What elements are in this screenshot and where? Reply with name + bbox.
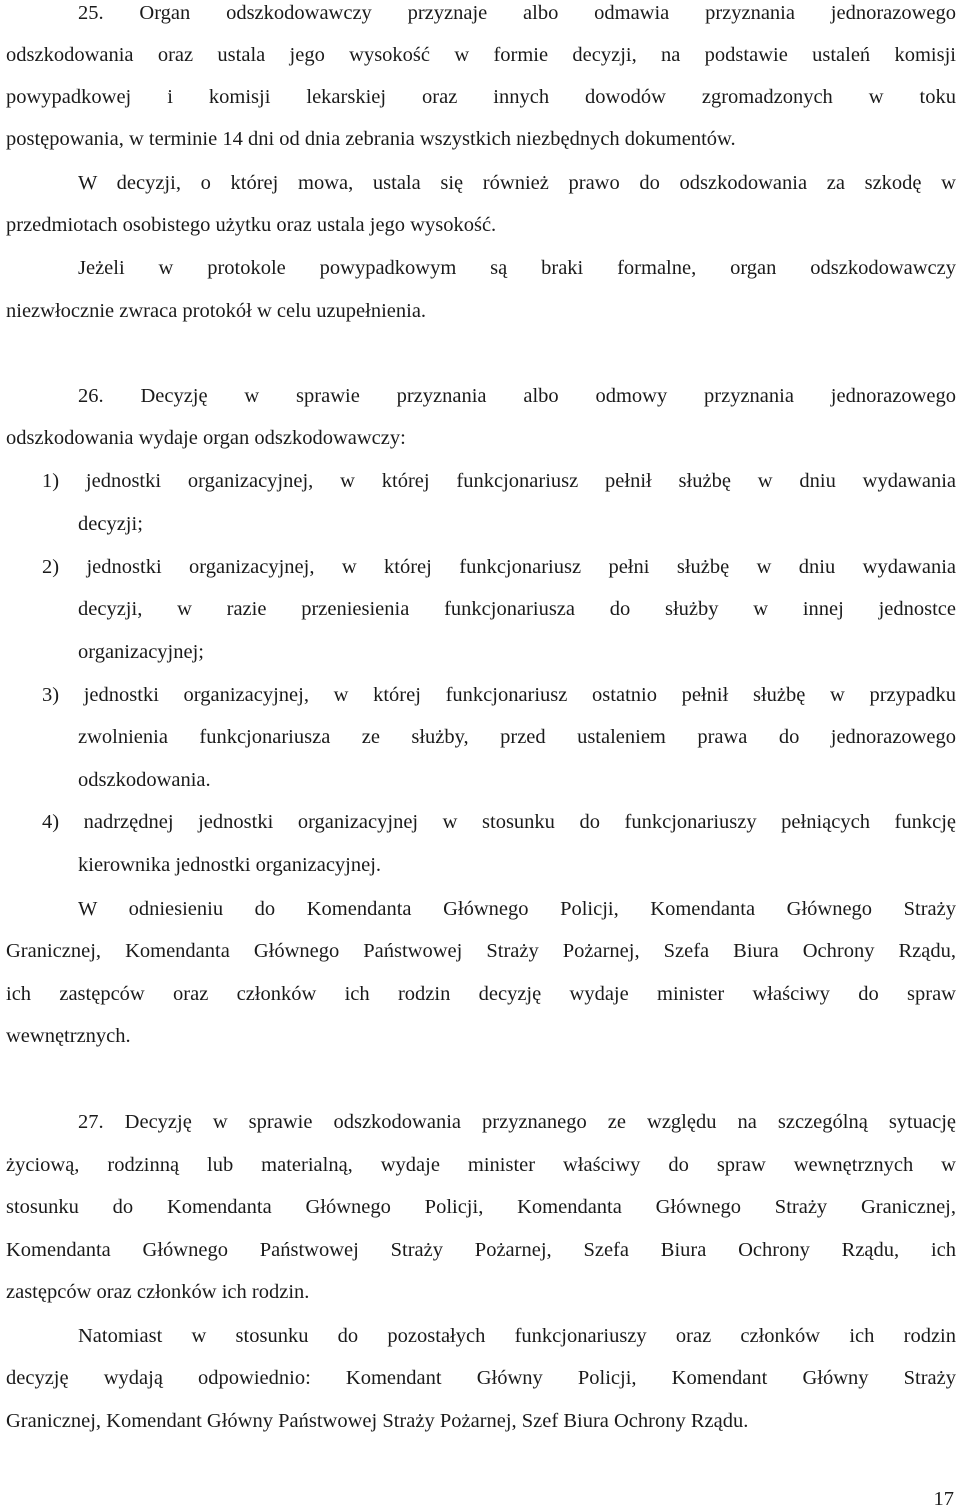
- s26-intro-line-1: 26. Decyzję w sprawie przyznania albo odmowy przyznania jednorazowego: [78, 385, 956, 407]
- s26-closing-line-4: wewnętrznych.: [6, 1025, 131, 1047]
- s25-p3-line-1: Jeżeli w protokole powypadkowym są braki formalne, organ odszkodowawczy: [78, 257, 956, 279]
- page-number: 17: [933, 1488, 954, 1510]
- s25-p2-line-1: W decyzji, o której mowa, ustala się również prawo do odszkodowania za szkodę w: [78, 172, 956, 194]
- document-page: [6, 0, 956, 1511]
- s25-p1-line-4: postępowania, w terminie 14 dni od dnia zebrania wszystkich niezbędnych dokumentów.: [6, 128, 736, 150]
- s26-closing-line-2: Granicznej, Komendanta Głównego Państwowej Straży Pożarnej, Szefa Biura Ochrony Rządu,: [6, 940, 956, 962]
- s26-closing-line-1: W odniesieniu do Komendanta Głównego Policji, Komendanta Głównego Straży: [78, 898, 956, 920]
- s26-closing-line-3: ich zastępców oraz członków ich rodzin decyzję wydaje minister właściwy do spraw: [6, 983, 956, 1005]
- s26-item-2-line-2: decyzji, w razie przeniesienia funkcjonariusza do służby w innej jednostce: [78, 598, 956, 620]
- s25-p1-line-1: 25. Organ odszkodowawczy przyznaje albo odmawia przyznania jednorazowego: [78, 2, 956, 24]
- s26-item-4-line-1: 4) nadrzędnej jednostki organizacyjnej w stosunku do funkcjonariuszy pełniących funkcję: [42, 811, 956, 833]
- s26-item-1-line-2: decyzji;: [78, 513, 143, 535]
- s26-intro-line-2: odszkodowania wydaje organ odszkodowawczy:: [6, 427, 406, 449]
- s26-item-3-line-2: zwolnienia funkcjonariusza ze służby, przed ustaleniem prawa do jednorazowego: [78, 726, 956, 748]
- s25-p1-line-3: powypadkowej i komisji lekarskiej oraz innych dowodów zgromadzonych w toku: [6, 86, 956, 108]
- s26-item-3-line-3: odszkodowania.: [78, 769, 211, 791]
- s26-item-4-line-2: kierownika jednostki organizacyjnej.: [78, 854, 382, 876]
- s27-p2-line-1: Natomiast w stosunku do pozostałych funkcjonariuszy oraz członków ich rodzin: [78, 1325, 956, 1347]
- s27-p1-line-2: życiową, rodzinną lub materialną, wydaje minister właściwy do spraw wewnętrznych w: [6, 1154, 956, 1176]
- s26-item-2-line-3: organizacyjnej;: [78, 641, 204, 663]
- s27-p1-line-1: 27. Decyzję w sprawie odszkodowania przyznanego ze względu na szczególną sytuację: [78, 1111, 956, 1133]
- s27-p1-line-5: zastępców oraz członków ich rodzin.: [6, 1281, 310, 1303]
- s27-p2-line-3: Granicznej, Komendant Główny Państwowej Straży Pożarnej, Szef Biura Ochrony Rządu.: [6, 1410, 749, 1432]
- s27-p1-line-3: stosunku do Komendanta Głównego Policji, Komendanta Głównego Straży Granicznej,: [6, 1196, 956, 1218]
- s26-item-1-line-1: 1) jednostki organizacyjnej, w której funkcjonariusz pełnił służbę w dniu wydawania: [42, 470, 956, 492]
- s27-p2-line-2: decyzję wydają odpowiednio: Komendant Główny Policji, Komendant Główny Straży: [6, 1367, 956, 1389]
- s25-p1-line-2: odszkodowania oraz ustala jego wysokość w formie decyzji, na podstawie ustaleń komisji: [6, 44, 956, 66]
- s25-p3-line-2: niezwłocznie zwraca protokół w celu uzupełnienia.: [6, 300, 427, 322]
- s25-p2-line-2: przedmiotach osobistego użytku oraz ustala jego wysokość.: [6, 214, 497, 236]
- s26-item-3-line-1: 3) jednostki organizacyjnej, w której funkcjonariusz ostatnio pełnił służbę w przypadku: [42, 684, 956, 706]
- s27-p1-line-4: Komendanta Głównego Państwowej Straży Pożarnej, Szefa Biura Ochrony Rządu, ich: [6, 1239, 956, 1261]
- s26-item-2-line-1: 2) jednostki organizacyjnej, w której funkcjonariusz pełni służbę w dniu wydawania: [42, 556, 956, 578]
